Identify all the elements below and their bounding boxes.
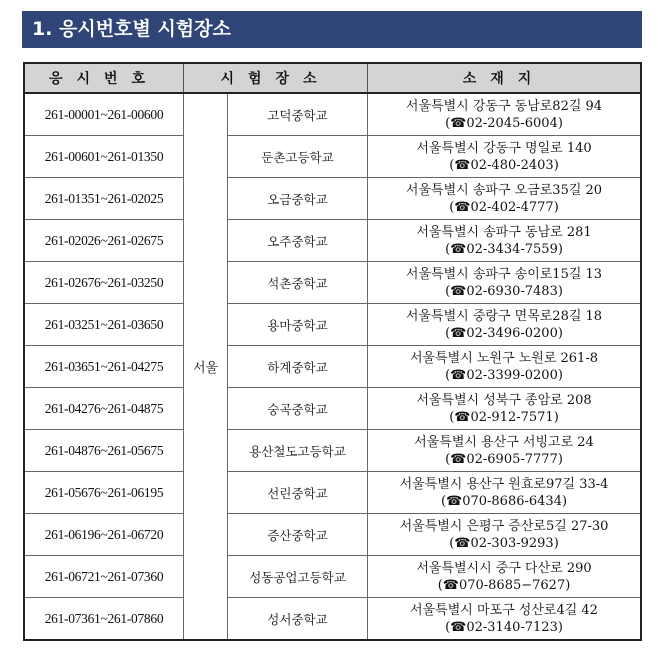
school-name: 용산철도고등학교	[228, 430, 368, 472]
address-cell	[368, 556, 642, 598]
phone-number: (☎02-6905-7777)	[445, 451, 563, 467]
table-row	[24, 388, 641, 430]
header-exam-number: 응시번호	[24, 63, 184, 93]
school-name: 용마중학교	[228, 304, 368, 346]
address-text: 서울특별시시 중구 다산로 290	[416, 560, 592, 576]
address-cell	[368, 346, 642, 388]
header-address: 소재지	[368, 63, 642, 93]
address-cell	[368, 304, 642, 346]
address-cell	[368, 93, 642, 136]
address-text: 서울특별시 성북구 종암로 208	[416, 392, 592, 408]
table-row	[24, 304, 641, 346]
address-cell	[368, 178, 642, 220]
phone-number: (☎070-8686-6434)	[440, 493, 568, 509]
exam-number-range: 261-01351~261-02025	[24, 178, 184, 220]
school-name: 성서중학교	[228, 598, 368, 641]
phone-number: (☎02-3434-7559)	[445, 241, 563, 257]
phone-number: (☎02-3140-7123)	[445, 619, 563, 635]
address-text: 서울특별시 송파구 오금로35길 20	[405, 182, 603, 198]
exam-location-table	[23, 62, 642, 641]
phone-number: (☎070-8685−7627)	[437, 577, 571, 593]
table-row	[24, 93, 641, 136]
table-row	[24, 136, 641, 178]
exam-number-range: 261-04876~261-05675	[24, 430, 184, 472]
exam-number-range: 261-02676~261-03250	[24, 262, 184, 304]
address-cell	[368, 598, 642, 641]
school-name: 성동공업고등학교	[228, 556, 368, 598]
address-text: 서울특별시 용산구 서빙고로 24	[414, 434, 594, 450]
school-name: 선린중학교	[228, 472, 368, 514]
phone-number: (☎02-2045-6004)	[445, 115, 563, 131]
table-row	[24, 598, 641, 641]
exam-number-range: 261-07361~261-07860	[24, 598, 184, 641]
address-text: 서울특별시 송파구 송이로15길 13	[405, 266, 603, 282]
phone-number: (☎02-303-9293)	[449, 535, 559, 551]
exam-number-range: 261-03251~261-03650	[24, 304, 184, 346]
school-name: 둔촌고등학교	[228, 136, 368, 178]
table-row	[24, 346, 641, 388]
table-row	[24, 514, 641, 556]
address-cell	[368, 262, 642, 304]
address-text: 서울특별시 은평구 증산로5길 27-30	[399, 518, 609, 534]
exam-number-range: 261-03651~261-04275	[24, 346, 184, 388]
school-name: 숭곡중학교	[228, 388, 368, 430]
address-cell	[368, 472, 642, 514]
exam-number-range: 261-06196~261-06720	[24, 514, 184, 556]
table-row	[24, 220, 641, 262]
exam-number-range: 261-06721~261-07360	[24, 556, 184, 598]
school-name: 오금중학교	[228, 178, 368, 220]
exam-number-range: 261-04276~261-04875	[24, 388, 184, 430]
address-cell	[368, 430, 642, 472]
exam-number-range: 261-05676~261-06195	[24, 472, 184, 514]
school-name: 증산중학교	[228, 514, 368, 556]
address-text: 서울특별시 중랑구 면목로28길 18	[405, 308, 603, 324]
exam-number-range: 261-02026~261-02675	[24, 220, 184, 262]
address-cell	[368, 136, 642, 178]
phone-number: (☎02-480-2403)	[449, 157, 559, 173]
table-row	[24, 430, 641, 472]
table-row	[24, 556, 641, 598]
table-header-row	[24, 63, 641, 93]
exam-number-range: 261-00001~261-00600	[24, 93, 184, 136]
address-text: 서울특별시 용산구 원효로97길 33-4	[399, 476, 609, 492]
school-name: 하계중학교	[228, 346, 368, 388]
address-text: 서울특별시 마포구 성산로4길 42	[410, 602, 598, 618]
table-row	[24, 262, 641, 304]
address-text: 서울특별시 노원구 노원로 261-8	[409, 350, 598, 366]
phone-number: (☎02-3496-0200)	[445, 325, 563, 341]
header-exam-location: 시험장소	[184, 63, 368, 93]
section-title: 1. 응시번호별 시험장소	[22, 11, 642, 48]
address-cell	[368, 388, 642, 430]
address-text: 서울특별시 송파구 동남로 281	[416, 224, 592, 240]
exam-number-range: 261-00601~261-01350	[24, 136, 184, 178]
phone-number: (☎02-402-4777)	[449, 199, 559, 215]
table-row	[24, 472, 641, 514]
school-name: 고덕중학교	[228, 93, 368, 136]
address-cell	[368, 514, 642, 556]
phone-number: (☎02-3399-0200)	[445, 367, 563, 383]
phone-number: (☎02-912-7571)	[449, 409, 559, 425]
school-name: 석촌중학교	[228, 262, 368, 304]
address-cell	[368, 220, 642, 262]
address-text: 서울특별시 강동구 명일로 140	[416, 140, 592, 156]
region-cell: 서울	[184, 93, 228, 640]
table-row	[24, 178, 641, 220]
address-text: 서울특별시 강동구 동남로82길 94	[405, 98, 603, 114]
phone-number: (☎02-6930-7483)	[445, 283, 563, 299]
school-name: 오주중학교	[228, 220, 368, 262]
